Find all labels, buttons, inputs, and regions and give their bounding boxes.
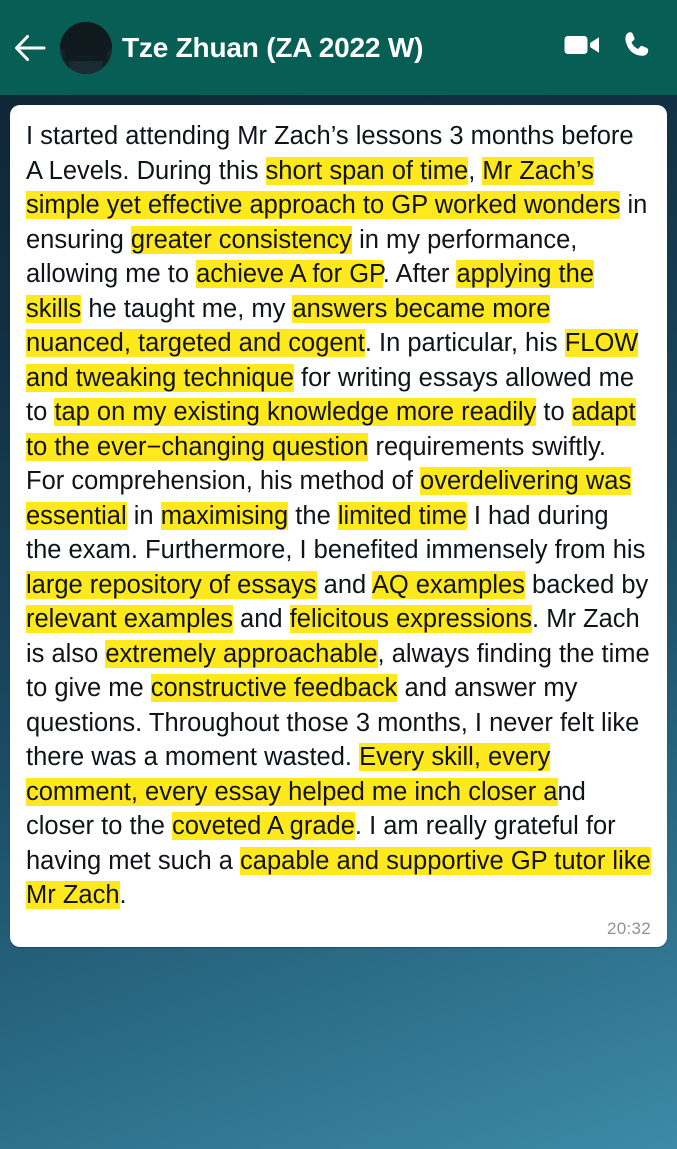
- highlighted-text: achieve A for GP: [196, 260, 383, 288]
- avatar-hair: [60, 22, 112, 56]
- highlighted-text: relevant examples: [26, 605, 233, 633]
- video-call-button[interactable]: [559, 25, 605, 71]
- highlighted-text: constructive feedback: [150, 674, 398, 702]
- plain-text: I had during the exam. Furthermore, I benefited immensely from his: [26, 501, 646, 564]
- plain-text: .: [119, 881, 127, 909]
- avatar[interactable]: [60, 22, 112, 74]
- plain-text: . I am really grateful for having met such a: [26, 812, 616, 875]
- highlighted-text: overdelivering was essential: [26, 467, 632, 530]
- video-camera-icon: [563, 32, 601, 63]
- highlighted-text: AQ examples: [371, 570, 525, 599]
- plain-text: he taught me, my: [81, 294, 293, 323]
- highlighted-text: greater consistency: [130, 225, 353, 254]
- plain-text: and answer my questions. Throughout those 3 months, I never felt like there was a moment wasted.: [26, 674, 640, 771]
- plain-text: nd closer to the: [26, 777, 586, 840]
- voice-call-button[interactable]: [615, 25, 661, 71]
- plain-text: ,: [468, 156, 483, 185]
- message-text: [26, 119, 651, 913]
- highlighted-text: felicitous expressions: [289, 605, 533, 633]
- highlighted-text: coveted A grade: [172, 812, 355, 840]
- chat-header: [0, 0, 677, 95]
- highlighted-text: adapt to the ever−changing question: [26, 398, 636, 461]
- highlighted-text: answers became more nuanced, targeted and cogent: [26, 294, 551, 357]
- arrow-left-icon: [13, 33, 47, 63]
- plain-text: the: [288, 501, 338, 530]
- highlighted-text: applying the skills: [26, 260, 594, 323]
- plain-text: in ensuring: [26, 191, 648, 254]
- plain-text: in my performance, allowing me to: [26, 225, 578, 288]
- highlighted-text: Mr Zach’s simple yet effective approach to GP worked wonders: [26, 156, 621, 219]
- back-button[interactable]: [10, 28, 50, 68]
- plain-text: . Mr Zach is also: [26, 605, 640, 668]
- highlighted-text: extremely approachable: [105, 639, 378, 668]
- message-list[interactable]: [0, 95, 677, 1149]
- highlighted-text: maximising: [160, 501, 289, 530]
- plain-text: I started attending Mr Zach’s lessons 3 months before A Levels. During this: [26, 122, 634, 185]
- page-title[interactable]: Tze Zhuan (ZA 2022 W): [122, 31, 424, 63]
- highlighted-text: limited time: [337, 501, 467, 530]
- plain-text: to: [536, 398, 572, 426]
- message-bubble[interactable]: [10, 105, 667, 947]
- highlighted-text: short span of time: [265, 156, 469, 185]
- plain-text: and: [232, 605, 290, 633]
- plain-text: backed by: [524, 570, 649, 599]
- highlighted-text: FLOW and tweaking technique: [26, 329, 639, 392]
- plain-text: requirements swiftly. For comprehension, his method of: [26, 432, 606, 495]
- highlighted-text: Every skill, every comment, every essay helped me inch closer a: [26, 743, 558, 806]
- plain-text: for writing essays allowed me to: [26, 363, 635, 426]
- highlighted-text: tap on my existing knowledge more readily: [54, 398, 537, 426]
- plain-text: . After: [382, 260, 457, 288]
- phone-icon: [623, 30, 653, 65]
- plain-text: and: [316, 570, 372, 599]
- message-timestamp: 20:32: [606, 918, 651, 938]
- plain-text: in: [126, 501, 161, 530]
- plain-text: . In particular, his: [364, 329, 565, 357]
- highlighted-text: capable and supportive GP tutor like Mr Zach: [26, 846, 651, 909]
- highlighted-text: large repository of essays: [26, 570, 317, 599]
- plain-text: , always finding the time to give me: [26, 639, 650, 702]
